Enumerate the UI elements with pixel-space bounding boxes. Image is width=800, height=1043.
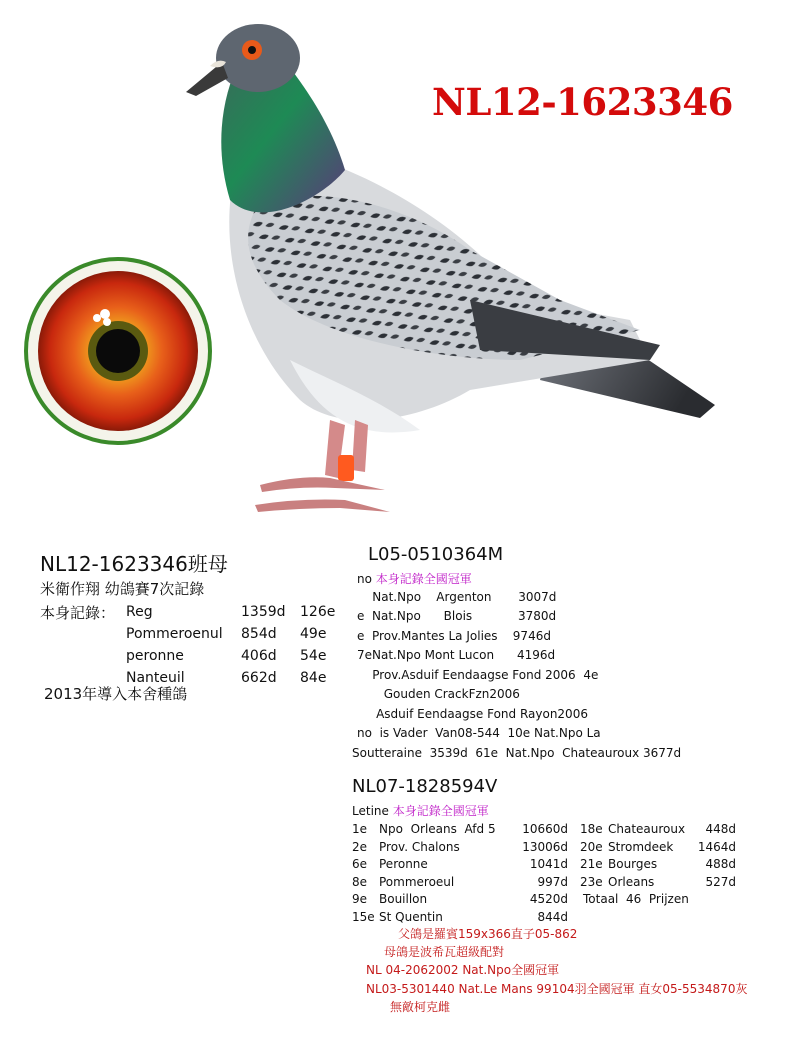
dam-ring-number: NL07-1828594V	[352, 776, 498, 797]
dam-intro-text: Letine	[352, 804, 393, 818]
result-distance: 527d	[705, 874, 736, 889]
sire-line-highlight: 本身記錄全國冠軍	[375, 572, 472, 586]
sire-line	[357, 570, 472, 587]
result-race: St Quentin	[379, 909, 443, 924]
sire-line	[352, 746, 681, 760]
main-pigeon-footer: 2013年導入本舍種鴿	[44, 685, 188, 703]
result-race: Totaal 46 Prijzen	[583, 892, 689, 906]
record-place: 49e	[300, 626, 327, 642]
leg-band	[338, 455, 354, 481]
sire-line	[357, 629, 551, 643]
record-distance: 1359d	[241, 604, 286, 620]
sire-line-text: Soutteraine 3539d 61e Nat.Npo Chateauroux 3677d	[352, 745, 682, 760]
record-distance: 854d	[241, 626, 277, 642]
result-race: Bouillon	[379, 892, 428, 906]
record-distance: 406d	[241, 648, 277, 664]
result-race: Chateauroux	[608, 822, 686, 836]
result-distance: 13006d	[522, 839, 568, 854]
dam-intro	[352, 802, 489, 819]
record-race: Reg	[126, 604, 153, 620]
result-race: Prov. Chalons	[379, 839, 460, 854]
result-place: 18e	[580, 822, 603, 836]
sire-line-text: 7eNat.Npo Mont Lucon 4196d	[357, 648, 556, 662]
sire-line-text: Nat.Npo Argenton 3007d	[357, 589, 557, 604]
result-distance: 1464d	[697, 839, 736, 854]
sire-line	[357, 707, 588, 721]
result-distance: 488d	[705, 857, 736, 871]
dam-note: 無敵柯克雌	[390, 1000, 451, 1014]
sire-line	[357, 668, 598, 682]
dam-note: NL 04-2062002 Nat.Npo全國冠軍	[366, 963, 560, 977]
sire-line	[357, 648, 555, 662]
result-race: Orleans	[608, 874, 655, 889]
record-distance: 662d	[241, 670, 277, 686]
result-distance: 997d	[537, 874, 568, 889]
result-place: 9e	[352, 892, 368, 906]
record-place: 54e	[300, 648, 327, 664]
result-place: 6e	[352, 857, 368, 871]
dam-note: 父鴿是羅賓159x366直子05-862	[398, 927, 578, 941]
result-race: Pommeroeul	[379, 874, 455, 889]
result-place: 20e	[580, 839, 603, 854]
result-place: 8e	[352, 874, 368, 889]
sire-ring-number: L05-0510364M	[368, 544, 504, 565]
result-place: 23e	[580, 874, 603, 889]
sire-line	[357, 590, 556, 604]
sire-line-text: Gouden CrackFzn2006	[357, 687, 520, 701]
dam-note: NL03-5301440 Nat.Le Mans 99104羽全國冠軍 直女05-5534870灰	[366, 982, 748, 996]
record-race: Pommeroenul	[126, 626, 223, 642]
ring-number-title: NL12-1623346	[432, 80, 733, 124]
dam-note: 母鴿是波希瓦超級配對	[384, 945, 505, 959]
sire-line-text: Asduif Eendaagse Fond Rayon2006	[357, 706, 588, 721]
result-race: Peronne	[379, 857, 428, 871]
main-pigeon-subtitle: 米衛作翔 幼鴿賽7次記錄	[40, 580, 205, 598]
result-place: 1e	[352, 822, 368, 836]
sire-line-text: e Nat.Npo Blois 3780d	[357, 609, 557, 623]
result-distance: 448d	[705, 822, 736, 836]
result-distance: 1041d	[529, 857, 568, 871]
sire-line	[357, 687, 520, 701]
result-distance: 10660d	[522, 822, 568, 836]
result-race: Npo Orleans Afd 5	[379, 822, 496, 836]
result-place: 21e	[580, 857, 603, 871]
result-distance: 844d	[537, 909, 568, 924]
record-place: 126e	[300, 604, 336, 620]
result-race: Bourges	[608, 857, 658, 871]
sire-line-text: e Prov.Mantes La Jolies 9746d	[357, 628, 551, 643]
main-pigeon-title: NL12-1623346班母	[40, 552, 228, 576]
record-place: 84e	[300, 670, 327, 686]
sire-line	[357, 726, 601, 740]
result-place: 15e	[352, 909, 375, 924]
dam-intro-highlight: 本身記錄全國冠軍	[392, 804, 489, 818]
records-label: 本身記錄：	[40, 604, 116, 622]
record-race: peronne	[126, 648, 184, 664]
pigeon-eye-icon	[23, 256, 213, 446]
sire-line-text: no	[357, 572, 376, 586]
pigeon-photo-icon	[150, 20, 730, 530]
record-race: Nanteuil	[126, 670, 185, 686]
sire-line	[357, 609, 556, 623]
result-place: 2e	[352, 839, 368, 854]
result-distance: 4520d	[529, 892, 568, 906]
sire-line-text: Prov.Asduif Eendaagse Fond 2006 4e	[357, 667, 599, 682]
result-race: Stromdeek	[608, 839, 674, 854]
sire-line-text: no is Vader Van08-544 10e Nat.Npo La	[357, 726, 601, 740]
